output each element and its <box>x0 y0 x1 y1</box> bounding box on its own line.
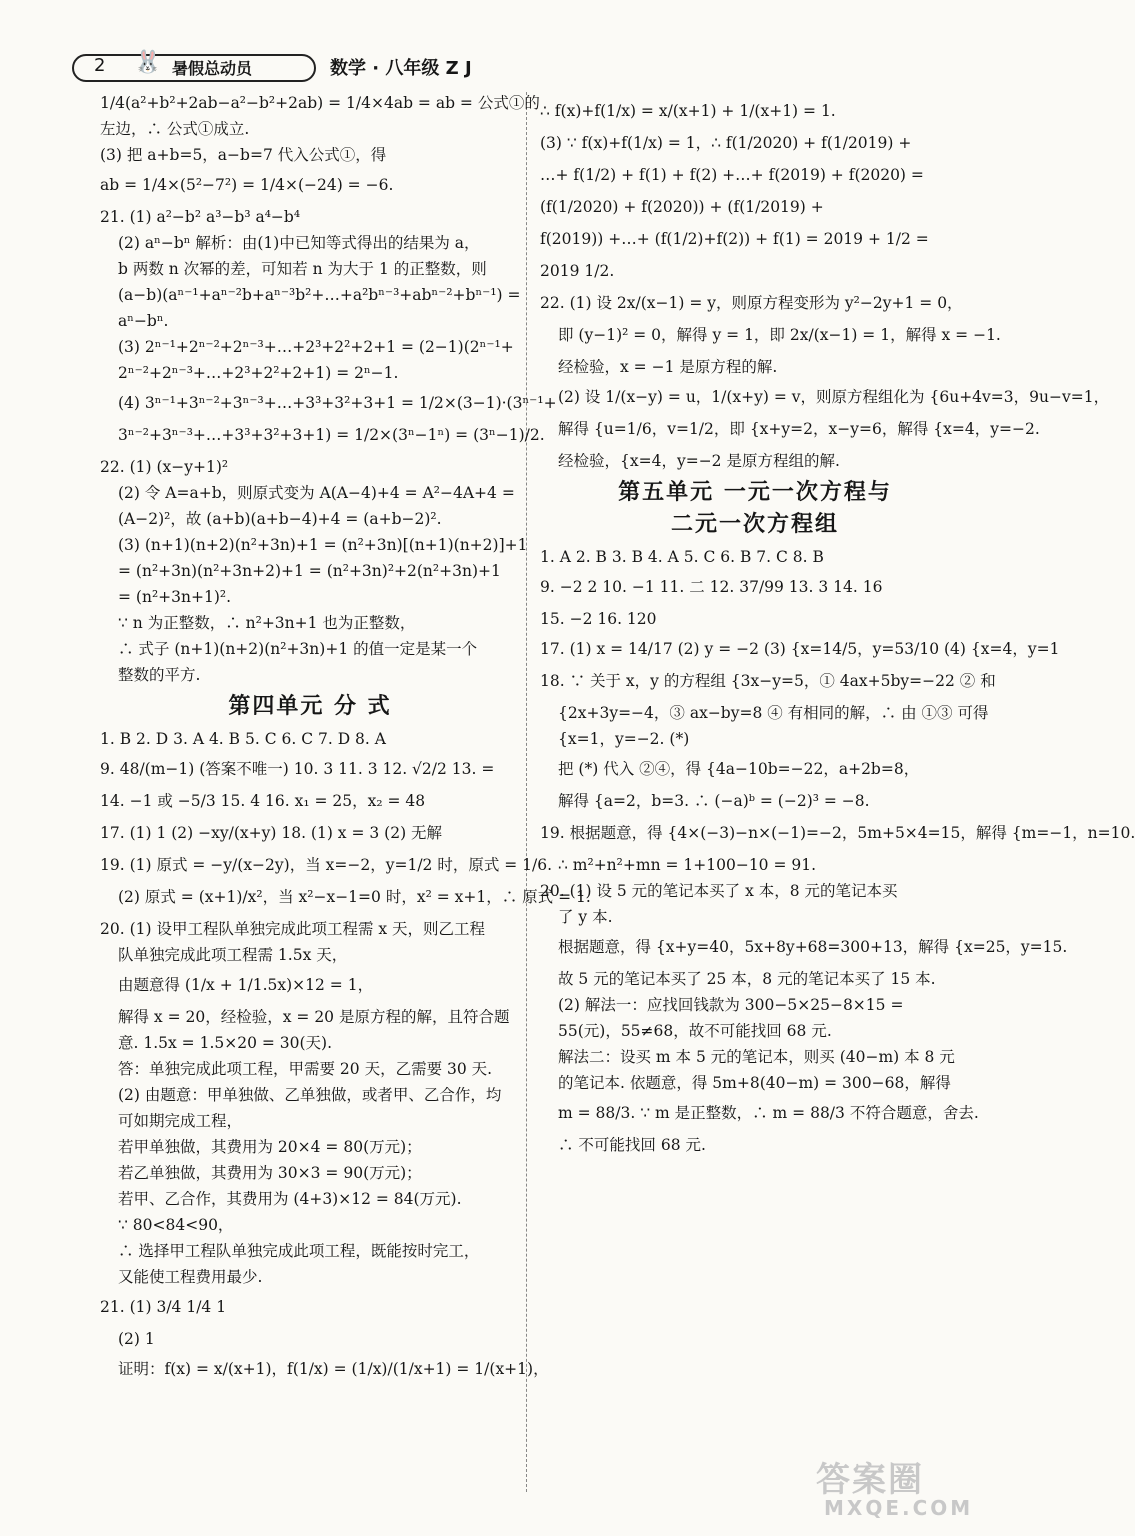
unit-5-title-line1: 第五单元 一元一次方程与 <box>618 480 892 505</box>
answer-line: 9. −2 2 10. −1 11. 二 12. 37/99 13. 3 14. 16 <box>540 578 883 596</box>
answer-line: (3) ∵ f(x)+f(1/x) = 1，∴ f(1/2020) + f(1/2019) + <box>540 134 912 152</box>
answer-line: 经检验，x = −1 是原方程的解. <box>558 358 778 376</box>
answer-line: 1. A 2. B 3. B 4. A 5. C 6. B 7. C 8. B <box>540 548 824 566</box>
answer-line: 14. −1 或 −5/3 15. 4 16. x₁ = 25，x₂ = 48 <box>100 792 426 810</box>
answer-line: 了 y 本. <box>558 908 613 926</box>
answer-line: {2x+3y=−4，③ ax−by=8 ④ 有相同的解，∴ 由 ①③ 可得 <box>558 704 989 722</box>
answer-line: 20. (1) 设甲工程队单独完成此项工程需 x 天，则乙工程 <box>100 920 486 938</box>
subject-grade: 数学 · 八年级 Z J <box>330 58 472 79</box>
answer-line: ∴ m²+n²+mn = 1+100−10 = 91. <box>558 856 817 874</box>
answer-line: (3) (n+1)(n+2)(n²+3n)+1 = (n²+3n)[(n+1)(n+2)]+1 <box>118 536 528 554</box>
unit-5-title-line2: 二元一次方程组 <box>670 512 839 537</box>
answer-line: 17. (1) 1 (2) −xy/(x+y) 18. (1) x = 3 (2) 无解 <box>100 824 443 842</box>
right-column <box>540 92 1135 1160</box>
answer-line: 9. 48/(m−1) (答案不唯一) 10. 3 11. 3 12. √2/2 13. = <box>100 760 495 778</box>
answer-line: 3ⁿ⁻²+3ⁿ⁻³+…+3³+3²+3+1) = 1/2×(3ⁿ−1ⁿ) = (3ⁿ−1)/2. <box>118 426 545 444</box>
answer-line: (3) 2ⁿ⁻¹+2ⁿ⁻²+2ⁿ⁻³+…+2³+2²+2+1 = (2−1)(2ⁿ⁻¹+ <box>118 338 514 356</box>
answer-line: 解得 {u=1/6，v=1/2，即 {x+y=2，x−y=6，解得 {x=4，y=−2. <box>558 420 1040 438</box>
answer-line: (f(1/2020) + f(2020)) + (f(1/2019) + <box>540 198 824 216</box>
site-watermark <box>808 1452 988 1522</box>
answer-line: f(2019)) +…+ (f(1/2)+f(2)) + f(1) = 2019 + 1/2 = <box>540 230 929 248</box>
answer-line: 22. (1) 设 2x/(x−1) = y，则原方程变形为 y²−2y+1 = 0， <box>540 294 963 312</box>
answer-line: (2) aⁿ−bⁿ 解析：由(1)中已知等式得出的结果为 a， <box>118 234 480 252</box>
answer-line: 证明：f(x) = x/(x+1)，f(1/x) = (1/x)/(1/x+1) = 1/(x+1)， <box>118 1360 549 1378</box>
answer-line: 意. 1.5x = 1.5×20 = 30(天). <box>118 1034 333 1052</box>
answer-line: m = 88/3. ∵ m 是正整数，∴ m = 88/3 不符合题意，舍去. <box>558 1104 979 1122</box>
answer-line: (4) 3ⁿ⁻¹+3ⁿ⁻²+3ⁿ⁻³+…+3³+3²+3+1 = 1/2×(3−1)·(3ⁿ⁻¹+ <box>118 394 557 412</box>
answer-line: 若甲单独做，其费用为 20×4 = 80(万元)； <box>118 1138 422 1156</box>
answer-line: ∵ 80<84<90， <box>118 1216 234 1234</box>
answer-line: 又能使工程费用最少. <box>118 1268 263 1286</box>
answer-line: (a−b)(aⁿ⁻¹+aⁿ⁻²b+aⁿ⁻³b²+…+a²bⁿ⁻³+abⁿ⁻²+bⁿ⁻¹) = <box>118 286 521 304</box>
column-divider <box>526 92 527 1492</box>
answer-line: = (n²+3n+1)². <box>118 588 232 606</box>
answer-line: b 两数 n 次幂的差，可知若 n 为大于 1 的正整数，则 <box>118 260 487 278</box>
answer-line: (2) 1 <box>118 1330 155 1348</box>
answer-line: ∴ 式子 (n+1)(n+2)(n²+3n)+1 的值一定是某一个 <box>118 640 478 658</box>
answer-line: ∵ n 为正整数，∴ n²+3n+1 也为正整数， <box>118 614 416 632</box>
answer-line: {x=1，y=−2. (*) <box>558 730 690 748</box>
answer-line: 解法二：设买 m 本 5 元的笔记本，则买 (40−m) 本 8 元 <box>558 1048 955 1066</box>
answer-line: 1/4(a²+b²+2ab−a²−b²+2ab) = 1/4×4ab = ab = 公式①的 <box>100 94 540 112</box>
unit-4-title: 第四单元 分 式 <box>228 694 392 719</box>
answer-line: 若甲、乙合作，其费用为 (4+3)×12 = 84(万元). <box>118 1190 462 1208</box>
page-header <box>72 50 532 84</box>
rabbit-mascot-icon: 🐰 <box>134 50 162 75</box>
answer-line: (2) 设 1/(x−y) = u，1/(x+y) = v，则原方程组化为 {6u+4v=3，9u−v=1， <box>558 388 1110 406</box>
series-title: 暑假总动员 <box>172 59 253 78</box>
answer-line: 19. 根据题意，得 {4×(−3)−n×(−1)=−2，5m+5×4=15，解得 {m=−1，n=10. <box>540 824 1135 842</box>
answer-line: (2) 原式 = (x+1)/x²，当 x²−x−1=0 时，x² = x+1，∴ 原式 = 1. <box>118 888 591 906</box>
answer-line: 可如期完成工程， <box>118 1112 243 1130</box>
answer-line: 即 (y−1)² = 0，解得 y = 1，即 2x/(x−1) = 1，解得 x = −1. <box>558 326 1001 344</box>
answer-line: (A−2)²，故 (a+b)(a+b−4)+4 = (a+b−2)². <box>118 510 442 528</box>
answer-line: 经检验，{x=4，y=−2 是原方程组的解. <box>558 452 840 470</box>
answer-line: 21. (1) 3/4 1/4 1 <box>100 1298 227 1316</box>
answer-line: 的笔记本. 依题意，得 5m+8(40−m) = 300−68，解得 <box>558 1074 951 1092</box>
answer-line: 17. (1) x = 14/17 (2) y = −2 (3) {x=14/5，y=53/10 (4) {x=4，y=1 <box>540 640 1060 658</box>
answer-line: 2019 1/2. <box>540 262 615 280</box>
answer-line: 整数的平方. <box>118 666 201 684</box>
answer-line: (2) 解法一：应找回钱款为 300−5×25−8×15 = <box>558 996 904 1014</box>
answer-line: ∴ 不可能找回 68 元. <box>558 1136 706 1154</box>
page-number: 2 <box>94 55 106 76</box>
answer-line: 21. (1) a²−b² a³−b³ a⁴−b⁴ <box>100 208 301 226</box>
answer-line: 把 (*) 代入 ②④，得 {4a−10b=−22，a+2b=8， <box>558 760 920 778</box>
answer-line: 55(元)，55≠68，故不可能找回 68 元. <box>558 1022 832 1040</box>
answer-line: (2) 由题意：甲单独做、乙单独做，或者甲、乙合作，均 <box>118 1086 502 1104</box>
answer-line: 2ⁿ⁻²+2ⁿ⁻³+…+2³+2²+2+1) = 2ⁿ−1. <box>118 364 399 382</box>
watermark-url: MXQE.COM <box>824 1496 974 1520</box>
answer-line: ab = 1/4×(5²−7²) = 1/4×(−24) = −6. <box>100 176 394 194</box>
answer-line: ∴ 选择甲工程队单独完成此项工程，既能按时完工， <box>118 1242 480 1260</box>
answer-line: (3) 把 a+b=5，a−b=7 代入公式①，得 <box>100 146 387 164</box>
answer-line: 15. −2 16. 120 <box>540 610 657 628</box>
answer-line: 根据题意，得 {x+y=40，5x+8y+68=300+13，解得 {x=25，y=15. <box>558 938 1068 956</box>
answer-line: 20. (1) 设 5 元的笔记本买了 x 本，8 元的笔记本买 <box>540 882 898 900</box>
answer-line: 解得 x = 20，经检验，x = 20 是原方程的解，且符合题 <box>118 1008 510 1026</box>
answer-line: …+ f(1/2) + f(1) + f(2) +…+ f(2019) + f(2020) = <box>540 166 924 184</box>
answer-line: 故 5 元的笔记本买了 25 本，8 元的笔记本买了 15 本. <box>558 970 936 988</box>
answer-line: 1. B 2. D 3. A 4. B 5. C 6. C 7. D 8. A <box>100 730 386 748</box>
answer-line: = (n²+3n)(n²+3n+2)+1 = (n²+3n)²+2(n²+3n)+1 <box>118 562 501 580</box>
answer-line: ∴ f(x)+f(1/x) = x/(x+1) + 1/(x+1) = 1. <box>540 102 836 120</box>
answer-line: (2) 令 A=a+b，则原式变为 A(A−4)+4 = A²−4A+4 = <box>118 484 515 502</box>
answer-line: 若乙单独做，其费用为 30×3 = 90(万元)； <box>118 1164 422 1182</box>
answer-line: 由题意得 (1/x + 1/1.5x)×12 = 1， <box>118 976 374 994</box>
answer-line: 左边，∴ 公式①成立. <box>100 120 250 138</box>
watermark-logo-text: 答案圈 <box>816 1460 924 1500</box>
answer-line: 解得 {a=2，b=3. ∴ (−a)ᵇ = (−2)³ = −8. <box>558 792 870 810</box>
answer-line: 18. ∵ 关于 x，y 的方程组 {3x−y=5，① 4ax+5by=−22 ② 和 <box>540 672 996 690</box>
answer-line: 19. (1) 原式 = −y/(x−2y)，当 x=−2，y=1/2 时，原式 = 1/6. <box>100 856 553 874</box>
answer-line: 答：单独完成此项工程，甲需要 20 天，乙需要 30 天. <box>118 1060 493 1078</box>
answer-line: 22. (1) (x−y+1)² <box>100 458 229 476</box>
answer-line: aⁿ−bⁿ. <box>118 312 169 330</box>
answer-line: 队单独完成此项工程需 1.5x 天， <box>118 946 348 964</box>
